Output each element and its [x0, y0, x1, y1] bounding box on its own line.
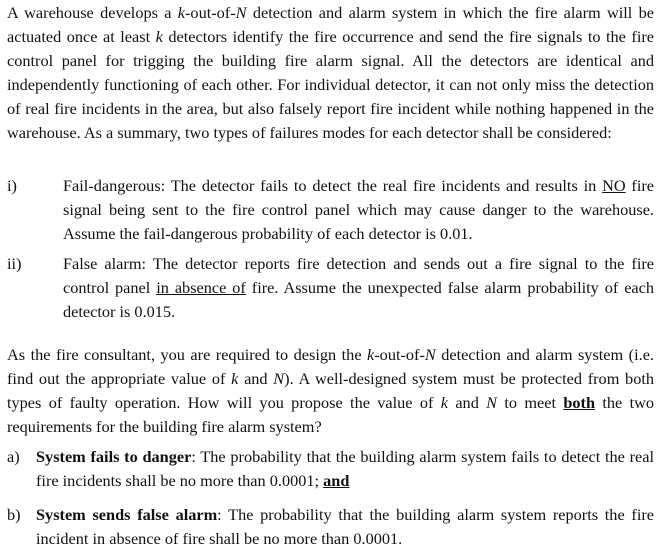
emphasized-text: NO [602, 176, 626, 195]
requirement-marker: a) [7, 447, 20, 466]
requirement-marker: b) [7, 505, 21, 524]
text-segment: : The probability that the building alarm system reports the fire incident in absence of fire shall be no more than 0.0001. [36, 505, 654, 548]
text-segment: and [238, 369, 274, 388]
text-segment: -out-of- [185, 3, 236, 22]
failure-mode-fail-dangerous [63, 174, 654, 246]
requirement-fails-to-danger [36, 445, 654, 493]
text-segment: False alarm: The detector reports fire detection and sends out a fire signal to the fire control panel [63, 254, 654, 297]
emphasized-text: k [231, 369, 239, 388]
text-segment: Fail-dangerous: The detector fails to detect the real fire incidents and results in [63, 176, 603, 195]
emphasized-text: in absence of [156, 278, 246, 297]
emphasized-text: k [155, 27, 163, 46]
emphasized-text: k [440, 393, 448, 412]
emphasized-text: N [235, 3, 247, 22]
text-segment: the two requirements for the building fire alarm system? [7, 393, 655, 436]
emphasized-text: k [367, 345, 375, 364]
text-segment: fire. Assume the unexpected false alarm probability of each detector is 0.015. [63, 278, 655, 321]
text-segment: detection and alarm system in which the fire alarm will be actuated once at least [7, 3, 654, 46]
emphasized-text: k [177, 3, 186, 22]
intro-paragraph [7, 1, 654, 145]
emphasized-text: and [323, 471, 350, 490]
emphasized-text: both [563, 393, 596, 412]
question-paragraph [7, 343, 654, 439]
text-segment: detection and alarm system (i.e. find out the appropriate value of [7, 345, 654, 388]
text-segment: and [448, 393, 487, 412]
text-segment: As the fire consultant, you are required to design the [7, 345, 368, 364]
emphasized-text: N [424, 345, 436, 364]
text-segment: : The probability that the building alarm system fails to detect the real fire incidents shall be no more than 0.0001; [36, 447, 654, 490]
failure-mode-marker: i) [7, 176, 17, 195]
emphasized-text: N [273, 369, 285, 388]
text-segment: to meet [497, 393, 564, 412]
failure-mode-false-alarm [63, 252, 654, 324]
text-segment: ). A well-designed system must be protected from both types of faulty operation. How will you propose the value of [7, 369, 655, 412]
emphasized-text: System fails to danger [36, 447, 192, 466]
text-segment: fire signal being sent to the fire control panel which may cause danger to the warehouse. Assume the fail-dangerous probability of each detector is 0.01. [63, 176, 654, 243]
emphasized-text: N [486, 393, 498, 412]
emphasized-text: System sends false alarm [36, 505, 218, 524]
text-segment: A warehouse develops a [7, 3, 178, 22]
text-segment: detectors identify the fire occurrence and send the fire signals to the fire control panel for trigging the building fire alarm signal. All the detectors are identical and independently functioning of each other. For individual detector, it can not only miss the detection of real fire incidents in the area, but also falsely report fire incident while nothing happened in the warehouse. As a summary, two types of failures modes for each detector shall be considered: [7, 27, 654, 142]
text-segment: -out-of- [374, 345, 425, 364]
requirement-false-alarm [36, 503, 654, 551]
failure-mode-marker: ii) [7, 254, 22, 273]
